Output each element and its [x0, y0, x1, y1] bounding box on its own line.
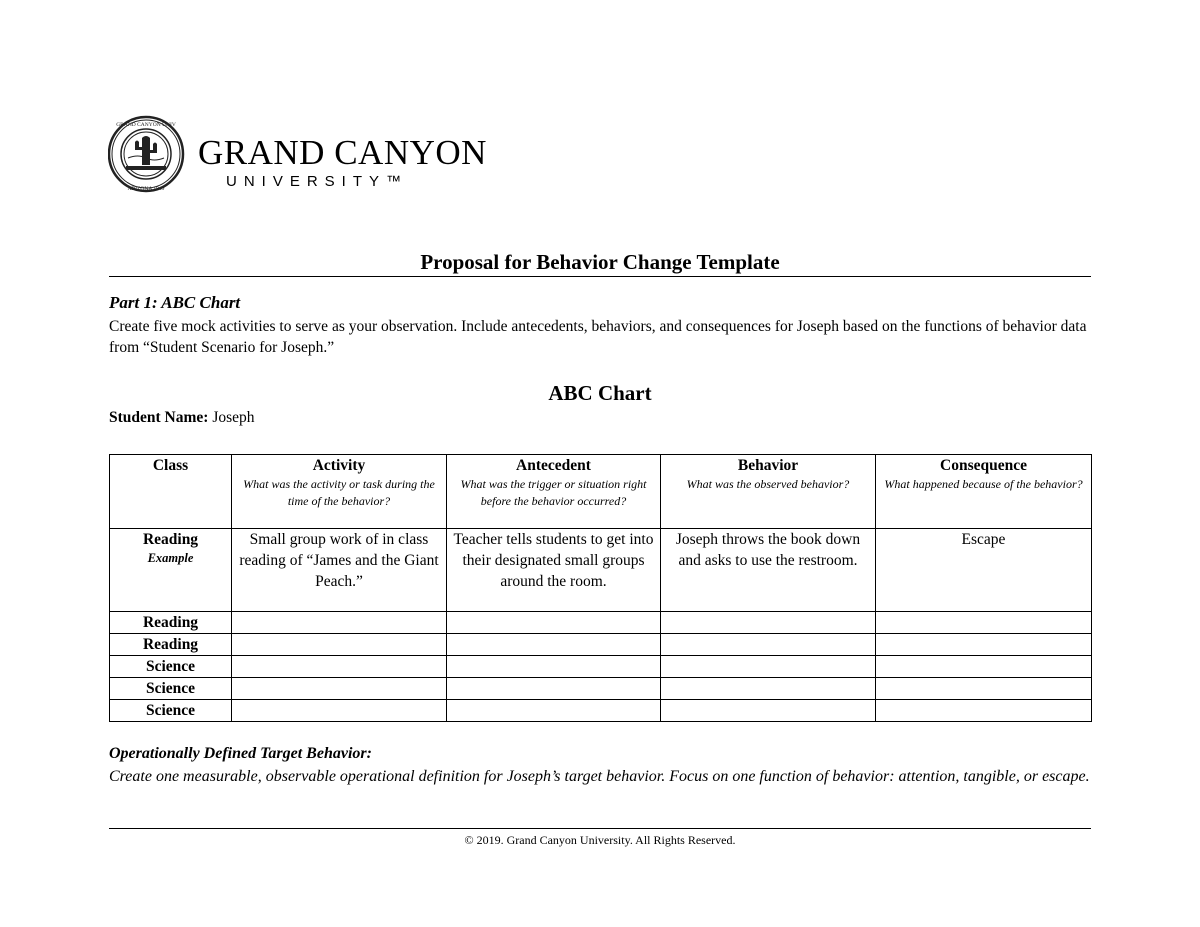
example-activity-cell[interactable]: Small group work of in class reading of “James and the Giant Peach.”: [232, 529, 447, 612]
antecedent-cell[interactable]: [447, 700, 661, 722]
header-antecedent-name: Antecedent: [516, 457, 591, 474]
header-antecedent-description: What was the trigger or situation right before the behavior occurred?: [460, 477, 647, 508]
header-consequence-name: Consequence: [940, 457, 1027, 474]
student-name-line: [109, 407, 255, 428]
header-antecedent: [447, 455, 661, 529]
consequence-cell[interactable]: [876, 700, 1092, 722]
university-name: GRAND CANYON: [198, 133, 487, 172]
behavior-cell[interactable]: [661, 634, 876, 656]
university-logo: [108, 108, 488, 200]
row-class-name: Science: [110, 700, 232, 722]
antecedent-cell[interactable]: [447, 678, 661, 700]
activity-cell[interactable]: [232, 700, 447, 722]
activity-cell[interactable]: [232, 634, 447, 656]
activity-cell[interactable]: [232, 678, 447, 700]
part1-heading: Part 1: ABC Chart: [109, 293, 241, 312]
row-class-name: Science: [110, 656, 232, 678]
activity-cell[interactable]: [232, 612, 447, 634]
example-consequence-cell[interactable]: Escape: [876, 529, 1092, 612]
header-activity-name: Activity: [312, 457, 366, 474]
header-activity-description: What was the activity or task during the time of the behavior?: [243, 477, 435, 508]
example-class-cell: [110, 529, 232, 612]
part1-instructions: Create five mock activities to serve as your observation. Include antecedents, behaviors, and consequences for Joseph based on the functions of behavior data from “Student Scenario for Joseph.”: [109, 318, 1087, 356]
operational-definition-heading: Operationally Defined Target Behavior:: [109, 745, 372, 762]
behavior-cell[interactable]: [661, 678, 876, 700]
behavior-cell[interactable]: [661, 612, 876, 634]
consequence-cell[interactable]: [876, 634, 1092, 656]
behavior-cell[interactable]: [661, 656, 876, 678]
example-label: Example: [147, 551, 194, 565]
row-class-name: Reading: [110, 634, 232, 656]
university-seal-icon: [108, 108, 188, 200]
document-title: Proposal for Behavior Change Template: [420, 250, 780, 274]
title-divider: [109, 276, 1091, 277]
consequence-cell[interactable]: [876, 678, 1092, 700]
table-header-row: [110, 455, 1092, 529]
antecedent-cell[interactable]: [447, 612, 661, 634]
header-behavior: [661, 455, 876, 529]
header-class-name: Class: [152, 457, 189, 474]
university-subtitle: UNIVERSITY™: [226, 173, 409, 190]
table-row: [110, 612, 1092, 634]
svg-text:ARIZONA 1949: ARIZONA 1949: [127, 186, 165, 192]
student-name-label: Student Name:: [109, 409, 209, 426]
abc-chart-table: [109, 454, 1092, 722]
svg-text:GRAND CANYON UNIV: GRAND CANYON UNIV: [116, 122, 176, 128]
copyright-footer: © 2019. Grand Canyon University. All Rights Reserved.: [464, 833, 736, 847]
footer-divider: [109, 828, 1091, 829]
example-class-name: Reading: [142, 531, 199, 548]
consequence-cell[interactable]: [876, 612, 1092, 634]
antecedent-cell[interactable]: [447, 634, 661, 656]
operational-definition-instructions: Create one measurable, observable operational definition for Joseph’s target behavior. Focus on one function of behavior: attention, tangible, or escape.: [109, 768, 1090, 785]
header-consequence: [876, 455, 1092, 529]
header-behavior-description: What was the observed behavior?: [686, 477, 850, 491]
activity-cell[interactable]: [232, 656, 447, 678]
example-behavior-cell[interactable]: Joseph throws the book down and asks to use the restroom.: [661, 529, 876, 612]
example-antecedent-cell[interactable]: Teacher tells students to get into their designated small groups around the room.: [447, 529, 661, 612]
table-row: [110, 678, 1092, 700]
header-activity: [232, 455, 447, 529]
header-behavior-name: Behavior: [737, 457, 799, 474]
behavior-cell[interactable]: [661, 700, 876, 722]
student-name-value: Joseph: [212, 409, 255, 426]
row-class-name: Science: [110, 678, 232, 700]
table-row: [110, 634, 1092, 656]
header-class: [110, 455, 232, 529]
header-consequence-description: What happened because of the behavior?: [884, 477, 1083, 491]
abc-chart-heading: ABC Chart: [548, 381, 652, 405]
row-class-name: Reading: [110, 612, 232, 634]
consequence-cell[interactable]: [876, 656, 1092, 678]
table-row: [110, 656, 1092, 678]
example-row: [110, 529, 1092, 612]
table-row: [110, 700, 1092, 722]
antecedent-cell[interactable]: [447, 656, 661, 678]
